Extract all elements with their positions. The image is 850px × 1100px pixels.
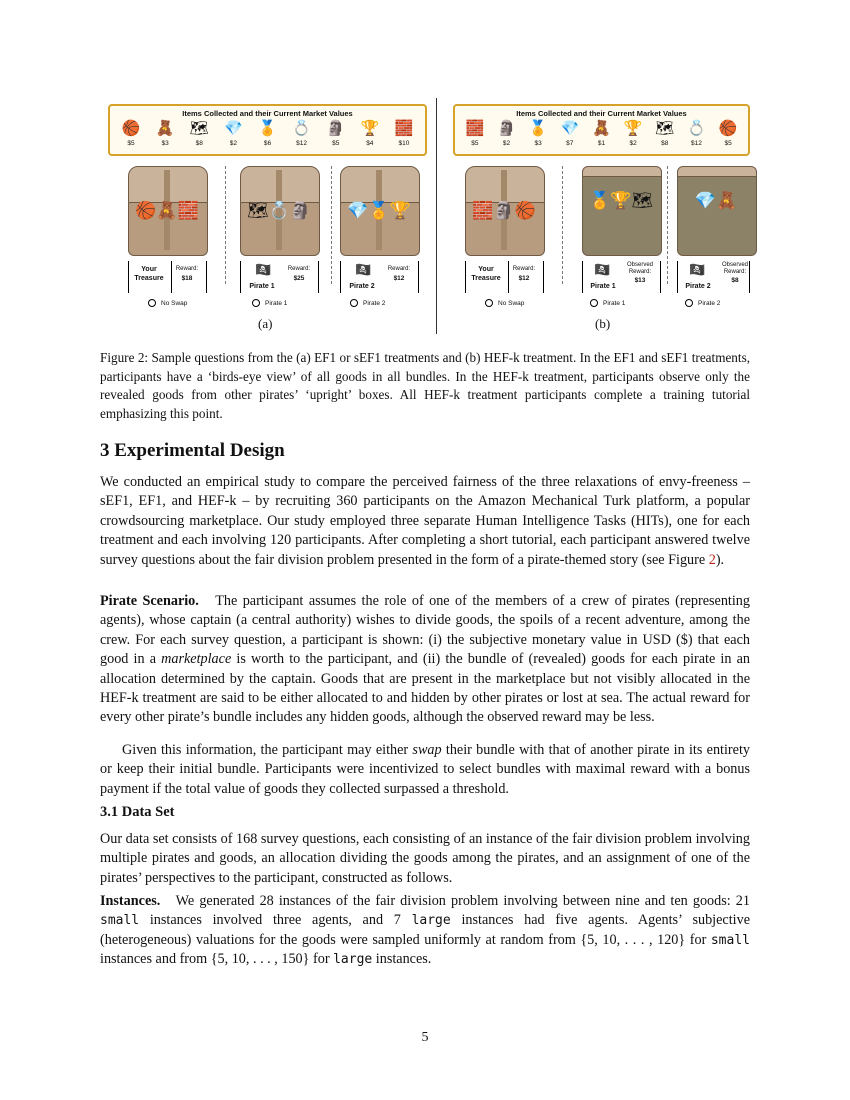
market-item xyxy=(651,120,679,147)
pirate-name: Pirate 2 xyxy=(685,283,711,290)
item-price: $5 xyxy=(471,140,479,147)
market-item xyxy=(151,120,179,147)
option-pirate-2[interactable]: Pirate 2 xyxy=(685,299,720,307)
section-heading: 3 Experimental Design xyxy=(100,440,285,461)
item-price: $7 xyxy=(566,140,574,147)
reward-value: $25 xyxy=(293,275,305,282)
reward-label: Reward: xyxy=(387,266,411,272)
chest-goods: 💎🏅🏆 xyxy=(347,201,411,220)
treasure-chest-your xyxy=(465,166,543,254)
subfigure-label-a: (a) xyxy=(258,316,273,331)
gold-bars-icon: 🧱 xyxy=(394,121,414,137)
figure-2 xyxy=(100,96,750,336)
figure-divider xyxy=(436,98,437,334)
item-price: $2 xyxy=(502,140,511,147)
basketball-icon: 🏀 xyxy=(121,121,141,137)
item-price: $12 xyxy=(296,140,308,147)
treasure-chest-pirate-1-upright xyxy=(582,166,660,254)
diamond-icon: 💎 xyxy=(224,121,243,137)
market-item xyxy=(219,120,247,147)
map-icon: 🗺 xyxy=(189,121,209,137)
paragraph-title: Instances. xyxy=(100,893,161,909)
reward-value: $12 xyxy=(518,275,530,282)
item-price: $10 xyxy=(398,140,410,147)
chest-goods: 🗺💍🗿 xyxy=(247,201,311,220)
item-price: $2 xyxy=(229,140,237,147)
reward-label: Reward: xyxy=(512,266,536,272)
radio-icon[interactable] xyxy=(485,299,493,307)
your-label: Your xyxy=(478,266,494,273)
dashed-divider xyxy=(667,166,668,284)
radio-icon[interactable] xyxy=(350,299,358,307)
item-price: $8 xyxy=(195,140,203,147)
market-title: Items Collected and their Current Market Values xyxy=(182,109,353,118)
option-pirate-1[interactable]: Pirate 1 xyxy=(590,299,625,307)
market-values-box xyxy=(453,104,750,156)
item-price: $5 xyxy=(127,140,135,147)
item-price: $4 xyxy=(366,140,374,147)
gold-bars-icon: 🧱 xyxy=(465,121,485,137)
market-item xyxy=(619,120,647,147)
reward-value: $8 xyxy=(731,277,739,284)
figure-panel-a xyxy=(100,96,427,336)
market-values-box xyxy=(108,104,427,156)
item-price: $8 xyxy=(661,140,669,147)
pirate-name: Pirate 2 xyxy=(349,283,375,290)
figure-panel-b xyxy=(445,96,750,336)
radio-icon[interactable] xyxy=(685,299,693,307)
item-price: $1 xyxy=(597,140,606,147)
market-item xyxy=(492,120,520,147)
market-item xyxy=(390,120,418,147)
chest-goods: 🏀🧸🧱 xyxy=(135,201,199,220)
pirate-scenario-paragraph: Pirate Scenario. The participant assumes the role of one of the members of a crew of pirates (representing agents), whose captain (a central authority) wishes to divide goods, the spoils of a recent adventure, among the crew. For each survey question, a participant is shown: (i) the subjective monetary value in USD ($) that each good in a marketplace is worth to the participant, and (ii) the bundle of (revealed) goods for each pirate in an allocation determined by the captain. Goods that are present in the marketplace but not visibly allocated in the HEF-k treatment are said to be either allocated to and hidden by other pirates or lost at sea. The actual reward for every other pirate’s bundle includes any hidden goods, although the observed reward may be less. xyxy=(100,593,750,726)
treasure-chest-your xyxy=(128,166,206,254)
radio-icon[interactable] xyxy=(252,299,260,307)
subsection-heading: 3.1 Data Set xyxy=(100,804,175,820)
pirate-name: Pirate 1 xyxy=(590,283,616,290)
reward-value: $12 xyxy=(393,275,405,282)
pirate-icon: 🏴‍☠️ xyxy=(255,262,272,277)
figurine-icon: 🗿 xyxy=(326,121,346,137)
treasure-chest-pirate-2-upright xyxy=(677,166,755,254)
reward-label: Observed Reward: xyxy=(721,262,748,275)
instances-paragraph: Instances. We generated 28 instances of the fair division problem involving between nine and ten goods: 21 small instances involved three agents, and 7 large instances had five agents. Agents’ subjective (heterogeneous) valuations for the goods were sampled uniformly at random from {5, 10, . . . , 120} for small instances and from {5, 10, . . . , 150} for large instances. xyxy=(100,893,750,968)
trophy-icon: 🏆 xyxy=(623,121,643,137)
market-item xyxy=(253,120,281,147)
chest-goods: 💎🧸 xyxy=(694,191,738,210)
option-pirate-1[interactable]: Pirate 1 xyxy=(252,299,287,307)
chest-goods: 🧱🗿🏀 xyxy=(472,201,536,220)
subfigure-label-b: (b) xyxy=(595,316,611,331)
market-item xyxy=(185,120,213,147)
page-number: 5 xyxy=(421,1030,429,1045)
market-item xyxy=(288,120,316,147)
diamond-icon: 💎 xyxy=(560,121,580,137)
option-pirate-2[interactable]: Pirate 2 xyxy=(350,299,385,307)
item-price: $5 xyxy=(332,140,340,147)
badge-icon: 🏅 xyxy=(258,121,277,137)
figure-caption: Figure 2: Sample questions from the (a) EF1 or sEF1 treatments and (b) HEF-k treatment. In the EF1 and sEF1 treatments, participants have a ‘birds-eye view’ of all goods in all bundles. In the HEF-k treatment, participants observe only the revealed goods from other pirates’ ‘upright’ boxes. All HEF-k treatment participants complete a training tutorial emphasizing this point. xyxy=(100,350,750,421)
basketball-icon: 🏀 xyxy=(718,121,738,137)
item-price: $12 xyxy=(690,140,702,147)
item-price: $3 xyxy=(534,140,542,147)
map-icon: 🗺 xyxy=(655,121,675,137)
radio-icon[interactable] xyxy=(590,299,598,307)
option-no-swap[interactable]: No Swap xyxy=(485,299,524,307)
pirate-icon: 🏴‍☠️ xyxy=(689,262,706,277)
figure-reference-link[interactable]: 2 xyxy=(708,551,716,568)
dashed-divider xyxy=(331,166,332,284)
reward-label: Observed Reward: xyxy=(626,262,653,275)
option-no-swap[interactable]: No Swap xyxy=(148,299,187,307)
reward-value: $18 xyxy=(181,275,193,282)
dashed-divider xyxy=(562,166,563,284)
pirate-icon: 🏴‍☠️ xyxy=(355,262,372,277)
market-item xyxy=(714,120,742,147)
dashed-divider xyxy=(225,166,226,284)
radio-icon[interactable] xyxy=(148,299,156,307)
treasure-label: Treasure xyxy=(471,275,501,282)
item-price: $3 xyxy=(161,140,169,147)
paragraph-title: Pirate Scenario. xyxy=(100,593,199,609)
teddy-bear-icon: 🧸 xyxy=(155,121,175,137)
market-item xyxy=(322,120,350,147)
trophy-icon: 🏆 xyxy=(360,121,380,137)
reward-label: Reward: xyxy=(287,266,311,272)
dataset-paragraph: Our data set consists of 168 survey questions, each consisting of an instance of the fair division problem involving multiple pirates and goods, an allocation dividing the goods among the pirates, and an assignment of one of the pirates’ perspectives to the participant, constructed as follows. xyxy=(100,831,750,886)
market-item xyxy=(461,120,489,147)
badge-icon: 🏅 xyxy=(528,121,548,137)
item-price: $2 xyxy=(629,140,637,147)
market-item xyxy=(682,120,710,147)
ring-icon: 💍 xyxy=(687,121,706,137)
pirate-name: Pirate 1 xyxy=(249,283,275,290)
market-item xyxy=(587,120,615,147)
section-intro-paragraph: We conducted an empirical study to compare the perceived fairness of the three relaxations of envy-freeness – sEF1, EF1, and HEF-k – by recruiting 360 participants on the Amazon Mechanical Turk platform, a popular crowdsourcing marketplace. Our study employed three separate Human Intelligence Tasks (HITs), one for each treatment and each involving 120 participants. After completing a short tutorial, each participant answered twelve survey questions about the fair division problem presented in the form of a pirate-themed story (see Figure 2). xyxy=(100,474,750,568)
pirate-icon: 🏴‍☠️ xyxy=(594,262,611,277)
treasure-chest-pirate-2 xyxy=(340,166,418,254)
figurine-icon: 🗿 xyxy=(497,121,516,137)
ring-icon: 💍 xyxy=(292,121,311,137)
market-item xyxy=(524,120,552,147)
treasure-chest-pirate-1 xyxy=(240,166,318,254)
swap-paragraph: Given this information, the participant may either swap their bundle with that of another pirate in its entirety or keep their initial bundle. Participants were incentivized to select bundles with maximal reward with a bonus payment if the total value of goods they collected surpassed a threshold. xyxy=(100,742,750,797)
chest-goods: 🏅🏆🗺 xyxy=(589,191,653,210)
market-item xyxy=(356,120,384,147)
market-title: Items Collected and their Current Market Values xyxy=(516,109,687,118)
market-item xyxy=(117,120,145,147)
treasure-label: Treasure xyxy=(134,275,164,282)
reward-label: Reward: xyxy=(175,266,199,272)
your-label: Your xyxy=(141,266,157,273)
teddy-bear-icon: 🧸 xyxy=(592,121,611,137)
market-item xyxy=(556,120,584,147)
item-price: $5 xyxy=(724,140,732,147)
item-price: $6 xyxy=(263,140,272,147)
reward-value: $13 xyxy=(634,277,646,284)
